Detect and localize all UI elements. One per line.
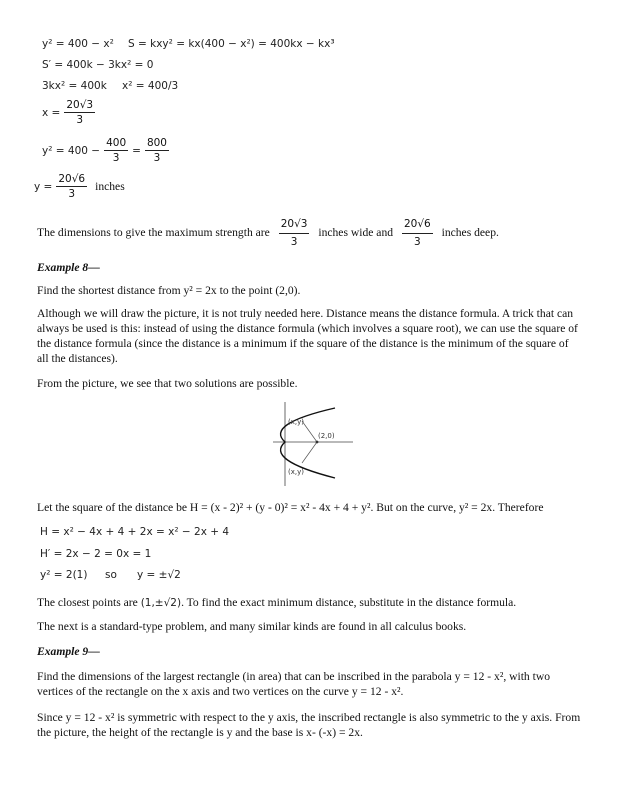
unit-inches: inches — [95, 180, 125, 194]
point-2-0-dot — [316, 441, 319, 444]
closest-point-value: (1,±√2) — [140, 597, 182, 609]
example-9-heading: Example 9— — [37, 645, 100, 658]
dimensions-text-1: The dimensions to give the maximum strength are — [37, 226, 270, 240]
dimensions-text-3: inches deep. — [441, 226, 499, 240]
fraction-denominator: 3 — [413, 236, 421, 248]
eq-y2-2: y² = 2(1) — [40, 569, 88, 581]
fraction — [145, 137, 169, 164]
eq-x-equals-1: x = 1 — [123, 548, 152, 560]
example-8-paragraph-2: From the picture, we see that two solutions are possible. — [37, 377, 298, 390]
eq-y-pm-root2: y = ±√2 — [137, 569, 181, 581]
fraction — [279, 217, 310, 250]
fraction — [402, 217, 433, 250]
example-9-paragraph: Since y = 12 - x² is symmetric with respect to the y axis, the inscribed rectangle is also symmetric to the y axis. From the picture, the height of the rectangle is y and the base is x- (-x) = 2x. — [37, 711, 581, 739]
distance-line-bottom — [302, 442, 317, 463]
dimensions-sentence — [37, 217, 499, 250]
label-top-point: (x,y) — [288, 418, 304, 426]
eq-y-squared: y² = 400 − x² — [42, 38, 114, 50]
eq-so: so — [105, 569, 117, 581]
eq-x-squared: x² = 400/3 — [122, 80, 179, 92]
fraction-numerator: 800 — [146, 137, 167, 149]
example-8-paragraph-1: Although we will draw the picture, it is not truly needed here. Distance means the distance formula. A trick that can always be used is this: instead of using the distance formula (which involves a square root), we can use the square of the distance formula (since the distance is a minimum if the square of the distance is the minimum of the square of all the distances). — [37, 307, 578, 365]
fraction — [104, 137, 128, 164]
eq-y2-value — [42, 137, 169, 164]
fraction-denominator: 3 — [68, 188, 76, 200]
eq-y2-lhs: y² = 400 − — [42, 145, 101, 158]
eq-3kx2: 3kx² = 400k — [42, 80, 107, 92]
fraction-denominator: 3 — [153, 152, 161, 164]
distance-line-top — [302, 421, 317, 442]
fraction — [56, 173, 87, 200]
fraction-numerator: 20√3 — [66, 99, 94, 111]
fraction-numerator: 20√6 — [58, 173, 86, 185]
example-8-heading: Example 8— — [37, 261, 100, 274]
fraction-denominator: 3 — [76, 114, 84, 126]
parabola-figure — [265, 398, 355, 490]
eq-x-lhs: x = — [42, 107, 61, 120]
eq-x-value — [42, 99, 95, 126]
eq-equals: = — [132, 145, 141, 158]
fraction-denominator: 3 — [290, 236, 298, 248]
eq-strength: S = kxy² = kx(400 − x²) = 400kx − kx³ — [128, 38, 335, 50]
eq-h: H = x² − 4x + 4 + 2x = x² − 2x + 4 — [40, 526, 230, 538]
eq-derivative: S′ = 400k − 3kx² = 0 — [42, 59, 154, 71]
fraction-numerator: 400 — [106, 137, 127, 149]
closest-points-sentence — [37, 595, 516, 611]
eq-y-lhs: y = — [34, 181, 53, 194]
closest-text-b: . To find the exact minimum distance, substitute in the distance formula. — [181, 596, 517, 609]
fraction — [64, 99, 95, 126]
label-bottom-point: (x,y) — [288, 468, 304, 476]
example-8-paragraph-3: Let the square of the distance be H = (x - 2)² + (y - 0)² = x² - 4x + 4 + y². But on the curve, y² = 2x. Therefore — [37, 501, 544, 514]
example-8-prompt: Find the shortest distance from y² = 2x to the point (2,0). — [37, 284, 301, 297]
eq-h-derivative: H′ = 2x − 2 = 0 — [40, 548, 123, 560]
eq-y-value — [34, 173, 125, 200]
dimensions-text-2: inches wide and — [318, 226, 394, 240]
fraction-denominator: 3 — [112, 152, 120, 164]
fraction-numerator: 20√6 — [402, 217, 433, 234]
fraction-numerator: 20√3 — [279, 217, 310, 234]
closest-text-a: The closest points are — [37, 596, 138, 609]
label-point-2-0: (2,0) — [318, 432, 335, 440]
example-8-next: The next is a standard-type problem, and many similar kinds are found in all calculus books. — [37, 620, 467, 633]
example-9-prompt: Find the dimensions of the largest rectangle (in area) that can be inscribed in the parabola y = 12 - x², with two vertices of the rectangle on the x axis and two vertices on the curve y = 12 - x². — [37, 670, 551, 698]
